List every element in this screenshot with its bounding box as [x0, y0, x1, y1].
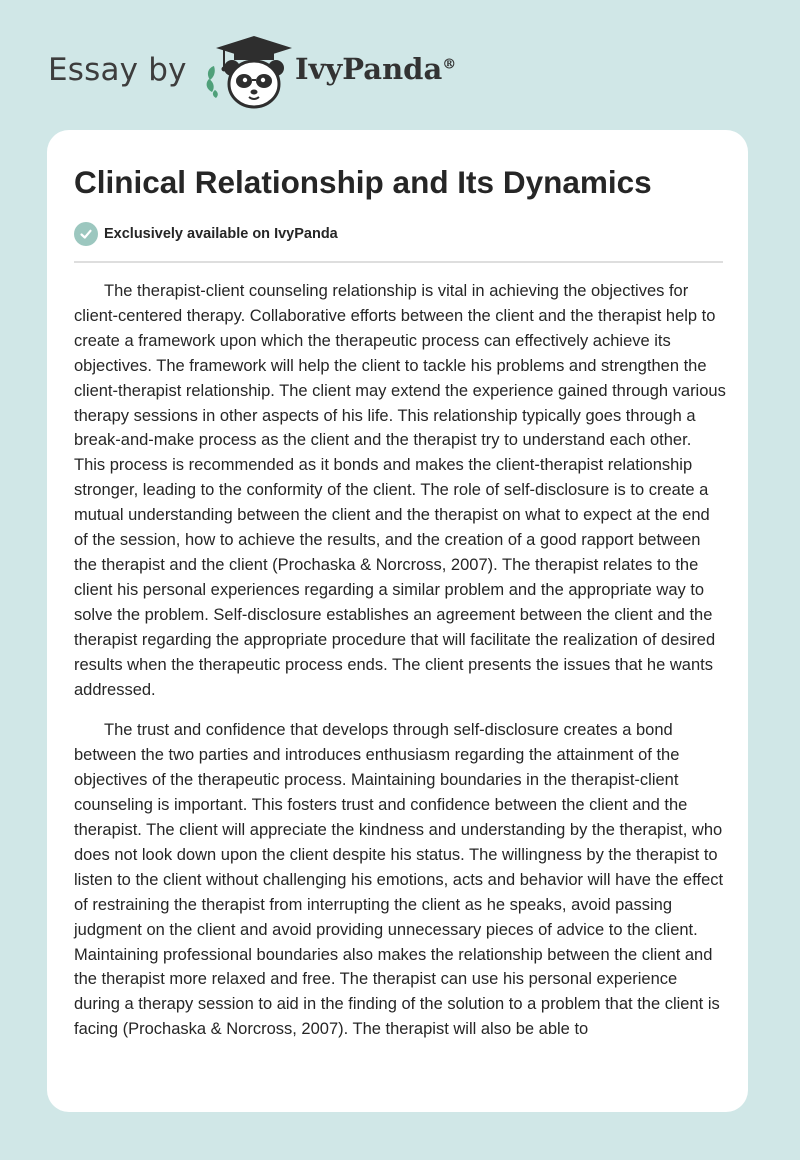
essay-card — [47, 130, 748, 1112]
essay-body — [74, 279, 726, 1058]
panda-graduate-icon — [202, 34, 294, 110]
essay-by-label: Essay by — [48, 52, 187, 88]
divider — [74, 261, 723, 263]
check-circle-icon — [74, 222, 98, 246]
exclusive-badge — [74, 222, 338, 246]
page-title: Clinical Relationship and Its Dynamics — [74, 164, 652, 200]
brand-name: IvyPanda® — [295, 52, 457, 86]
exclusive-badge-label: Exclusively available on IvyPanda — [104, 226, 338, 242]
paragraph: The therapist-client counseling relationship is vital in achieving the objectives for client-centered therapy. Collaborative efforts between the client and the therapist help to create a framework upon which the therapeutic process can effectively achieve its objectives. The framework will help the client to tackle his problems and strengthen the client-therapist relationship. The client may extend the experience gained through various therapy sessions in other aspects of his life. This relationship typically goes through a break-and-make process as the client and the therapist try to understand each other. This process is recommended as it bonds and makes the client-therapist relationship stronger, leading to the conformity of the client. The role of self-disclosure is to create a mutual understanding between the client and the therapist on what to expect at the end of the session, how to achieve the results, and the creation of a good rapport between the therapist and the client (Prochaska & Norcross, 2007). The therapist relates to the client his personal experiences regarding a similar problem and the appropriate way to solve the problem. Self-disclosure establishes an agreement between the client and the therapist regarding the appropriate procedure that will facilitate the realization of desired results when the therapeutic process ends. The client presents the issues that he wants addressed. — [74, 282, 726, 699]
registered-mark: ® — [442, 56, 457, 73]
site-header — [48, 34, 568, 110]
paragraph: The trust and confidence that develops through self-disclosure creates a bond between the two parties and introduces enthusiasm regarding the attainment of the objectives of the therapeutic process. Maintaining boundaries in the therapist-client counseling is important. This fosters trust and confidence between the client and the therapist. The client will appreciate the kindness and understanding by the therapist, who does not look down upon the client despite his status. The willingness by the therapist to listen to the client without challenging his emotions, acts and behavior will have the effect of restraining the therapist from interrupting the client as he speaks, avoid passing judgment on the client and avoid providing unnecessary pieces of advice to the client. Maintaining professional boundaries also makes the relationship between the client and the therapist more relaxed and free. The therapist can use his personal experience during a therapy session to aid in the finding of the solution to a problem that the client is facing (Prochaska & Norcross, 2007). The therapist will also be able to — [74, 721, 724, 1039]
